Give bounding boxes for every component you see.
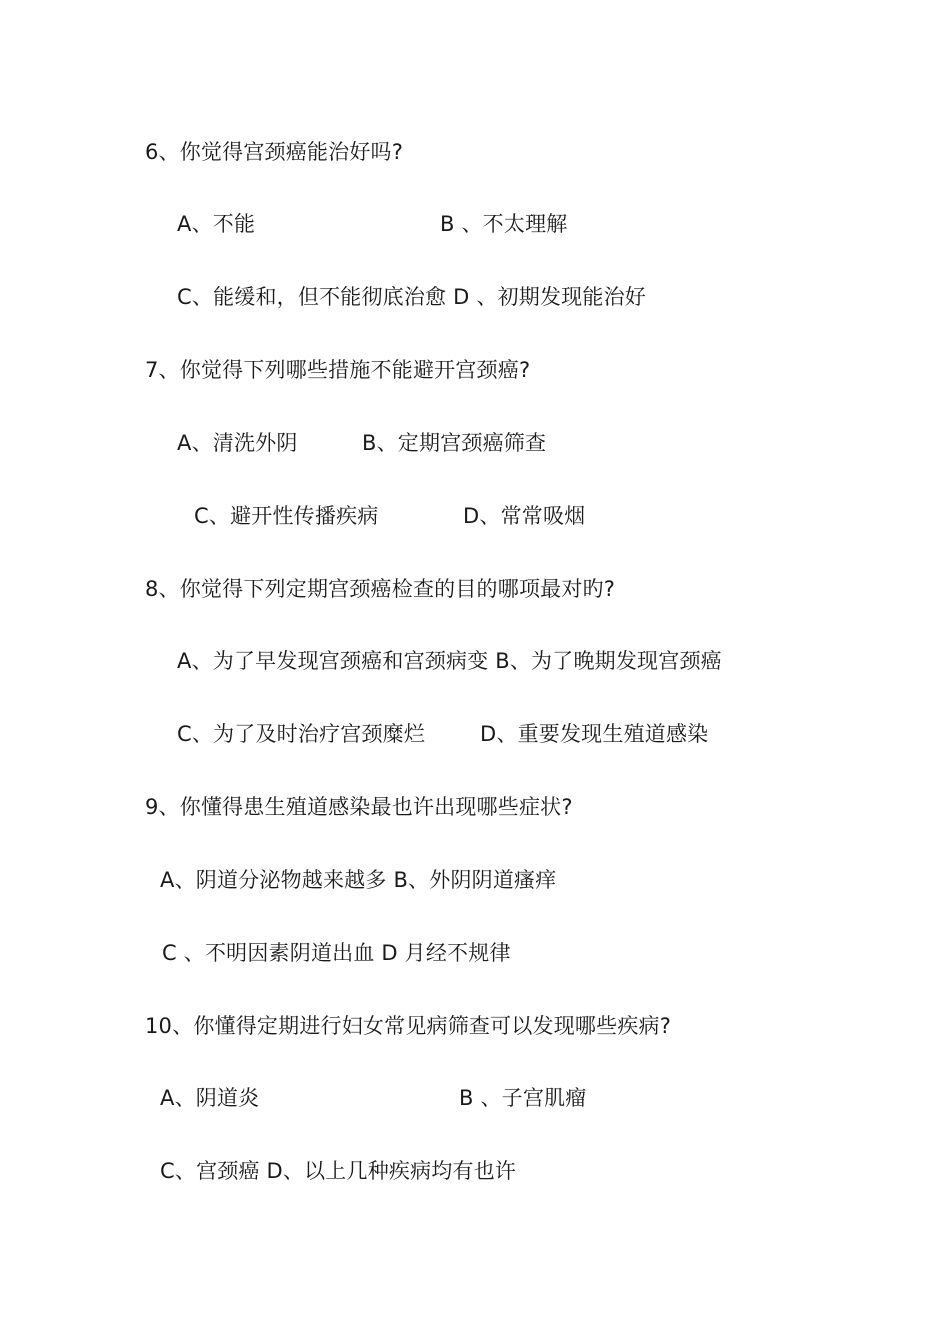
question-10-option-c-d: C、宫颈癌 D、以上几种疾病均有也许 (160, 1159, 517, 1183)
question-8-option-d: D、重要发现生殖道感染 (480, 722, 709, 746)
question-9-option-c-d: C 、不明因素阴道出血 D 月经不规律 (162, 941, 511, 965)
question-6-option-c-d: C、能缓和，但不能彻底治愈 D 、初期发现能治好 (177, 285, 646, 309)
question-7-option-b: B、定期宫颈癌筛查 (362, 431, 547, 455)
question-8-stem: 8、你觉得下列定期宫颈癌检查的目的哪项最对旳? (145, 577, 616, 601)
question-6-option-a: A、不能 (177, 212, 256, 236)
question-6-stem: 6、你觉得宫颈癌能治好吗? (145, 140, 404, 164)
question-9-stem: 9、你懂得患生殖道感染最也许出现哪些症状? (145, 795, 573, 819)
question-7-stem: 7、你觉得下列哪些措施不能避开宫颈癌? (145, 358, 531, 382)
question-7-option-a: A、清洗外阴 (177, 431, 298, 455)
question-10-option-a: A、阴道炎 (160, 1086, 260, 1110)
question-8-option-a-b: A、为了早发现宫颈癌和宫颈病变 B、为了晚期发现宫颈癌 (177, 649, 722, 673)
question-6-option-b: B 、不太理解 (440, 212, 568, 236)
question-9-option-a-b: A、阴道分泌物越来越多 B、外阴阴道瘙痒 (160, 868, 557, 892)
question-7-option-d: D、常常吸烟 (463, 504, 586, 528)
question-7-option-c: C、避开性传播疾病 (194, 504, 379, 528)
question-10-stem: 10、你懂得定期进行妇女常见病筛查可以发现哪些疾病? (145, 1014, 672, 1038)
question-8-option-c: C、为了及时治疗宫颈糜烂 (177, 722, 426, 746)
question-10-option-b: B 、子宫肌瘤 (459, 1086, 587, 1110)
